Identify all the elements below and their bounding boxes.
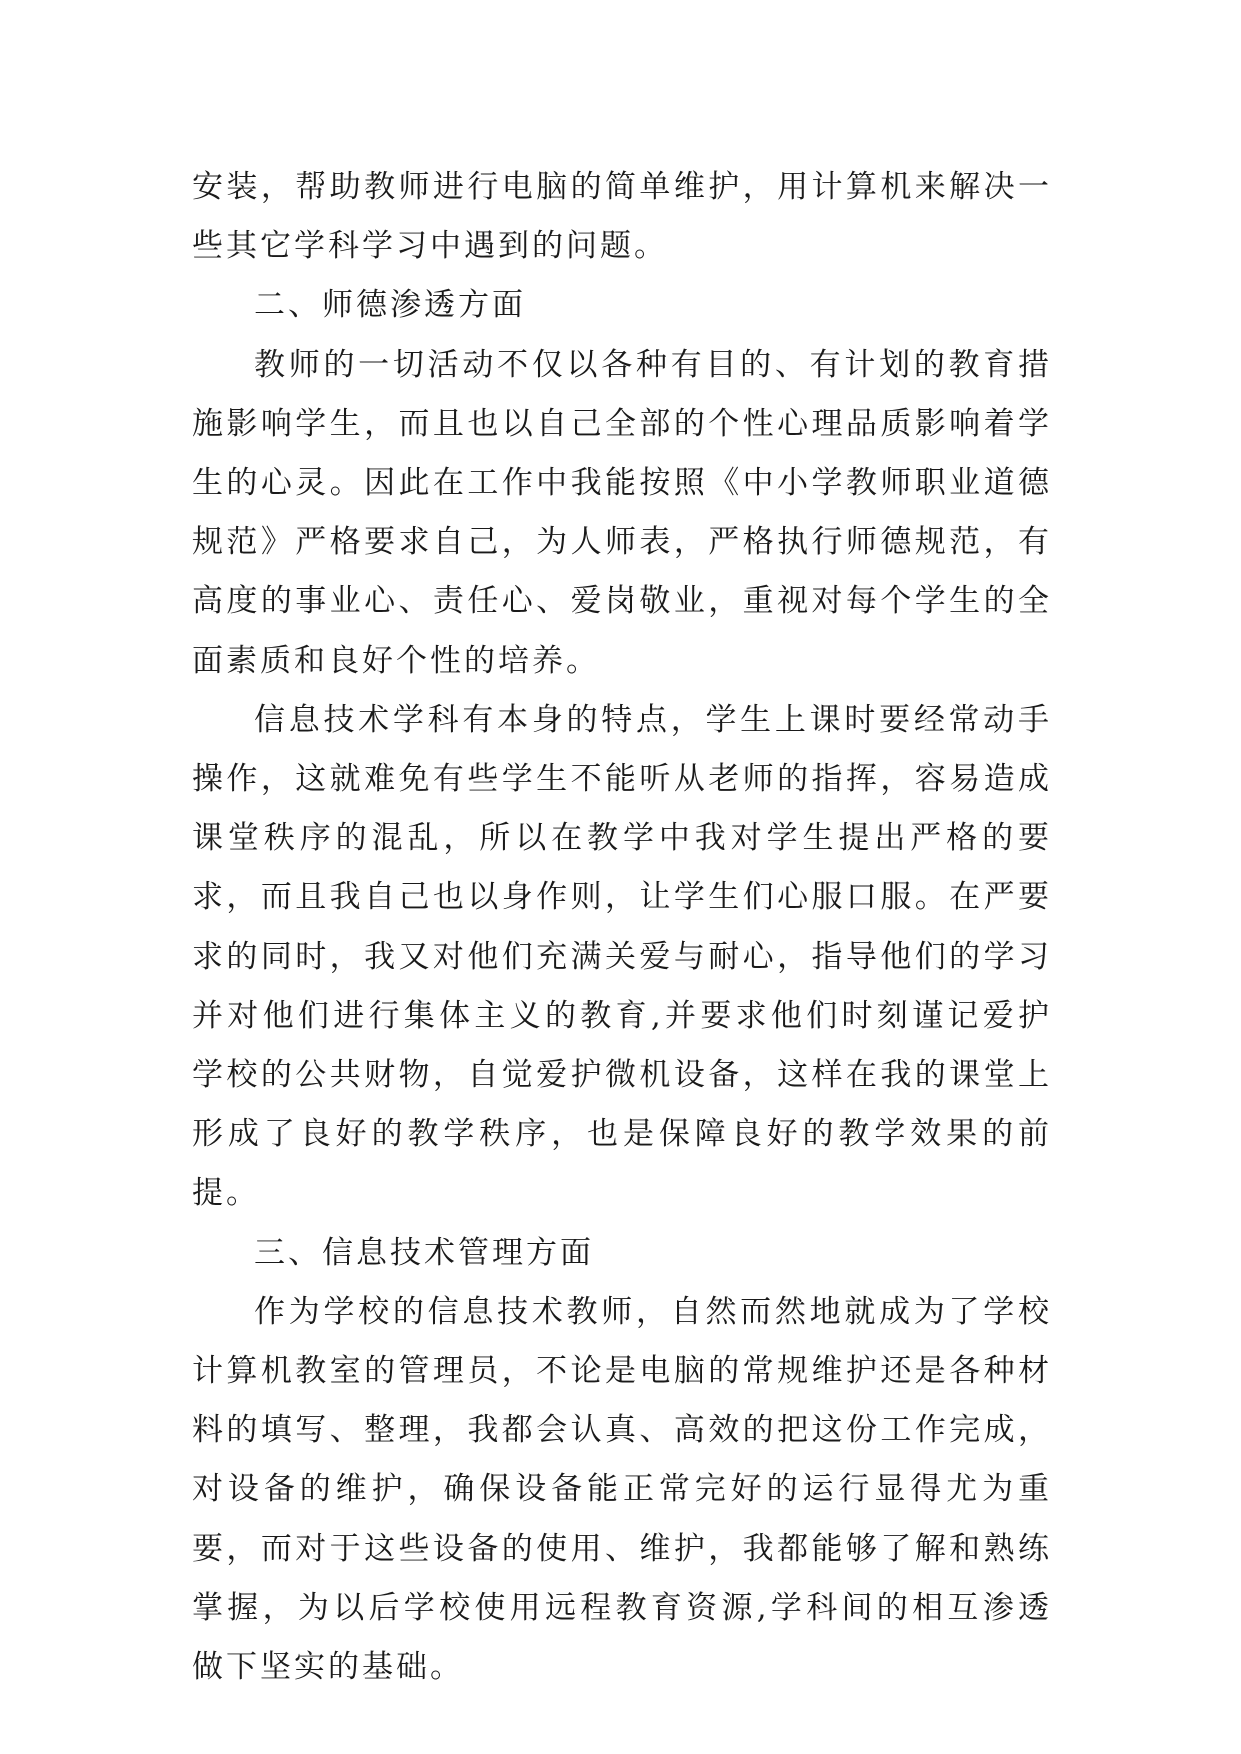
section-heading-management: 三、信息技术管理方面 — [254, 1234, 594, 1271]
paragraph-management: 作为学校的信息技术教师，自然而然地就成为了学校计算机教室的管理员，不论是电脑的常规维护还是各种材料的填写、整理，我都会认真、高效的把这份工作完成，对设备的维护，确保设备能正常完好的运行显得尤为重要，而对于这些设备的使用、维护，我都能够了解和熟练掌握，为以后学校使用远程教育资源,学科间的相互渗透做下坚实的基础。 — [192, 1293, 1052, 1686]
paragraph-continuation: 安装，帮助教师进行电脑的简单维护，用计算机来解决一些其它学科学习中遇到的问题。 — [192, 169, 1052, 265]
paragraph-ethics: 教师的一切活动不仅以各种有目的、有计划的教育措施影响学生，而且也以自己全部的个性心理品质影响着学生的心灵。因此在工作中我能按照《中小学教师职业道德规范》严格要求自己，为人师表，严格执行师德规范，有高度的事业心、责任心、爱岗敬业，重视对每个学生的全面素质和良好个性的培养。 — [192, 346, 1052, 679]
document-body — [192, 158, 1052, 1697]
section-heading-ethics: 二、师德渗透方面 — [254, 287, 526, 324]
paragraph-classroom-order: 信息技术学科有本身的特点，学生上课时要经常动手操作，这就难免有些学生不能听从老师的指挥，容易造成课堂秩序的混乱，所以在教学中我对学生提出严格的要求，而且我自己也以身作则，让学生们心服口服。在严要求的同时，我又对他们充满关爱与耐心，指导他们的学习并对他们进行集体主义的教育,并要求他们时刻谨记爱护学校的公共财物，自觉爱护微机设备，这样在我的课堂上形成了良好的教学秩序，也是保障良好的教学效果的前提。 — [192, 701, 1052, 1212]
